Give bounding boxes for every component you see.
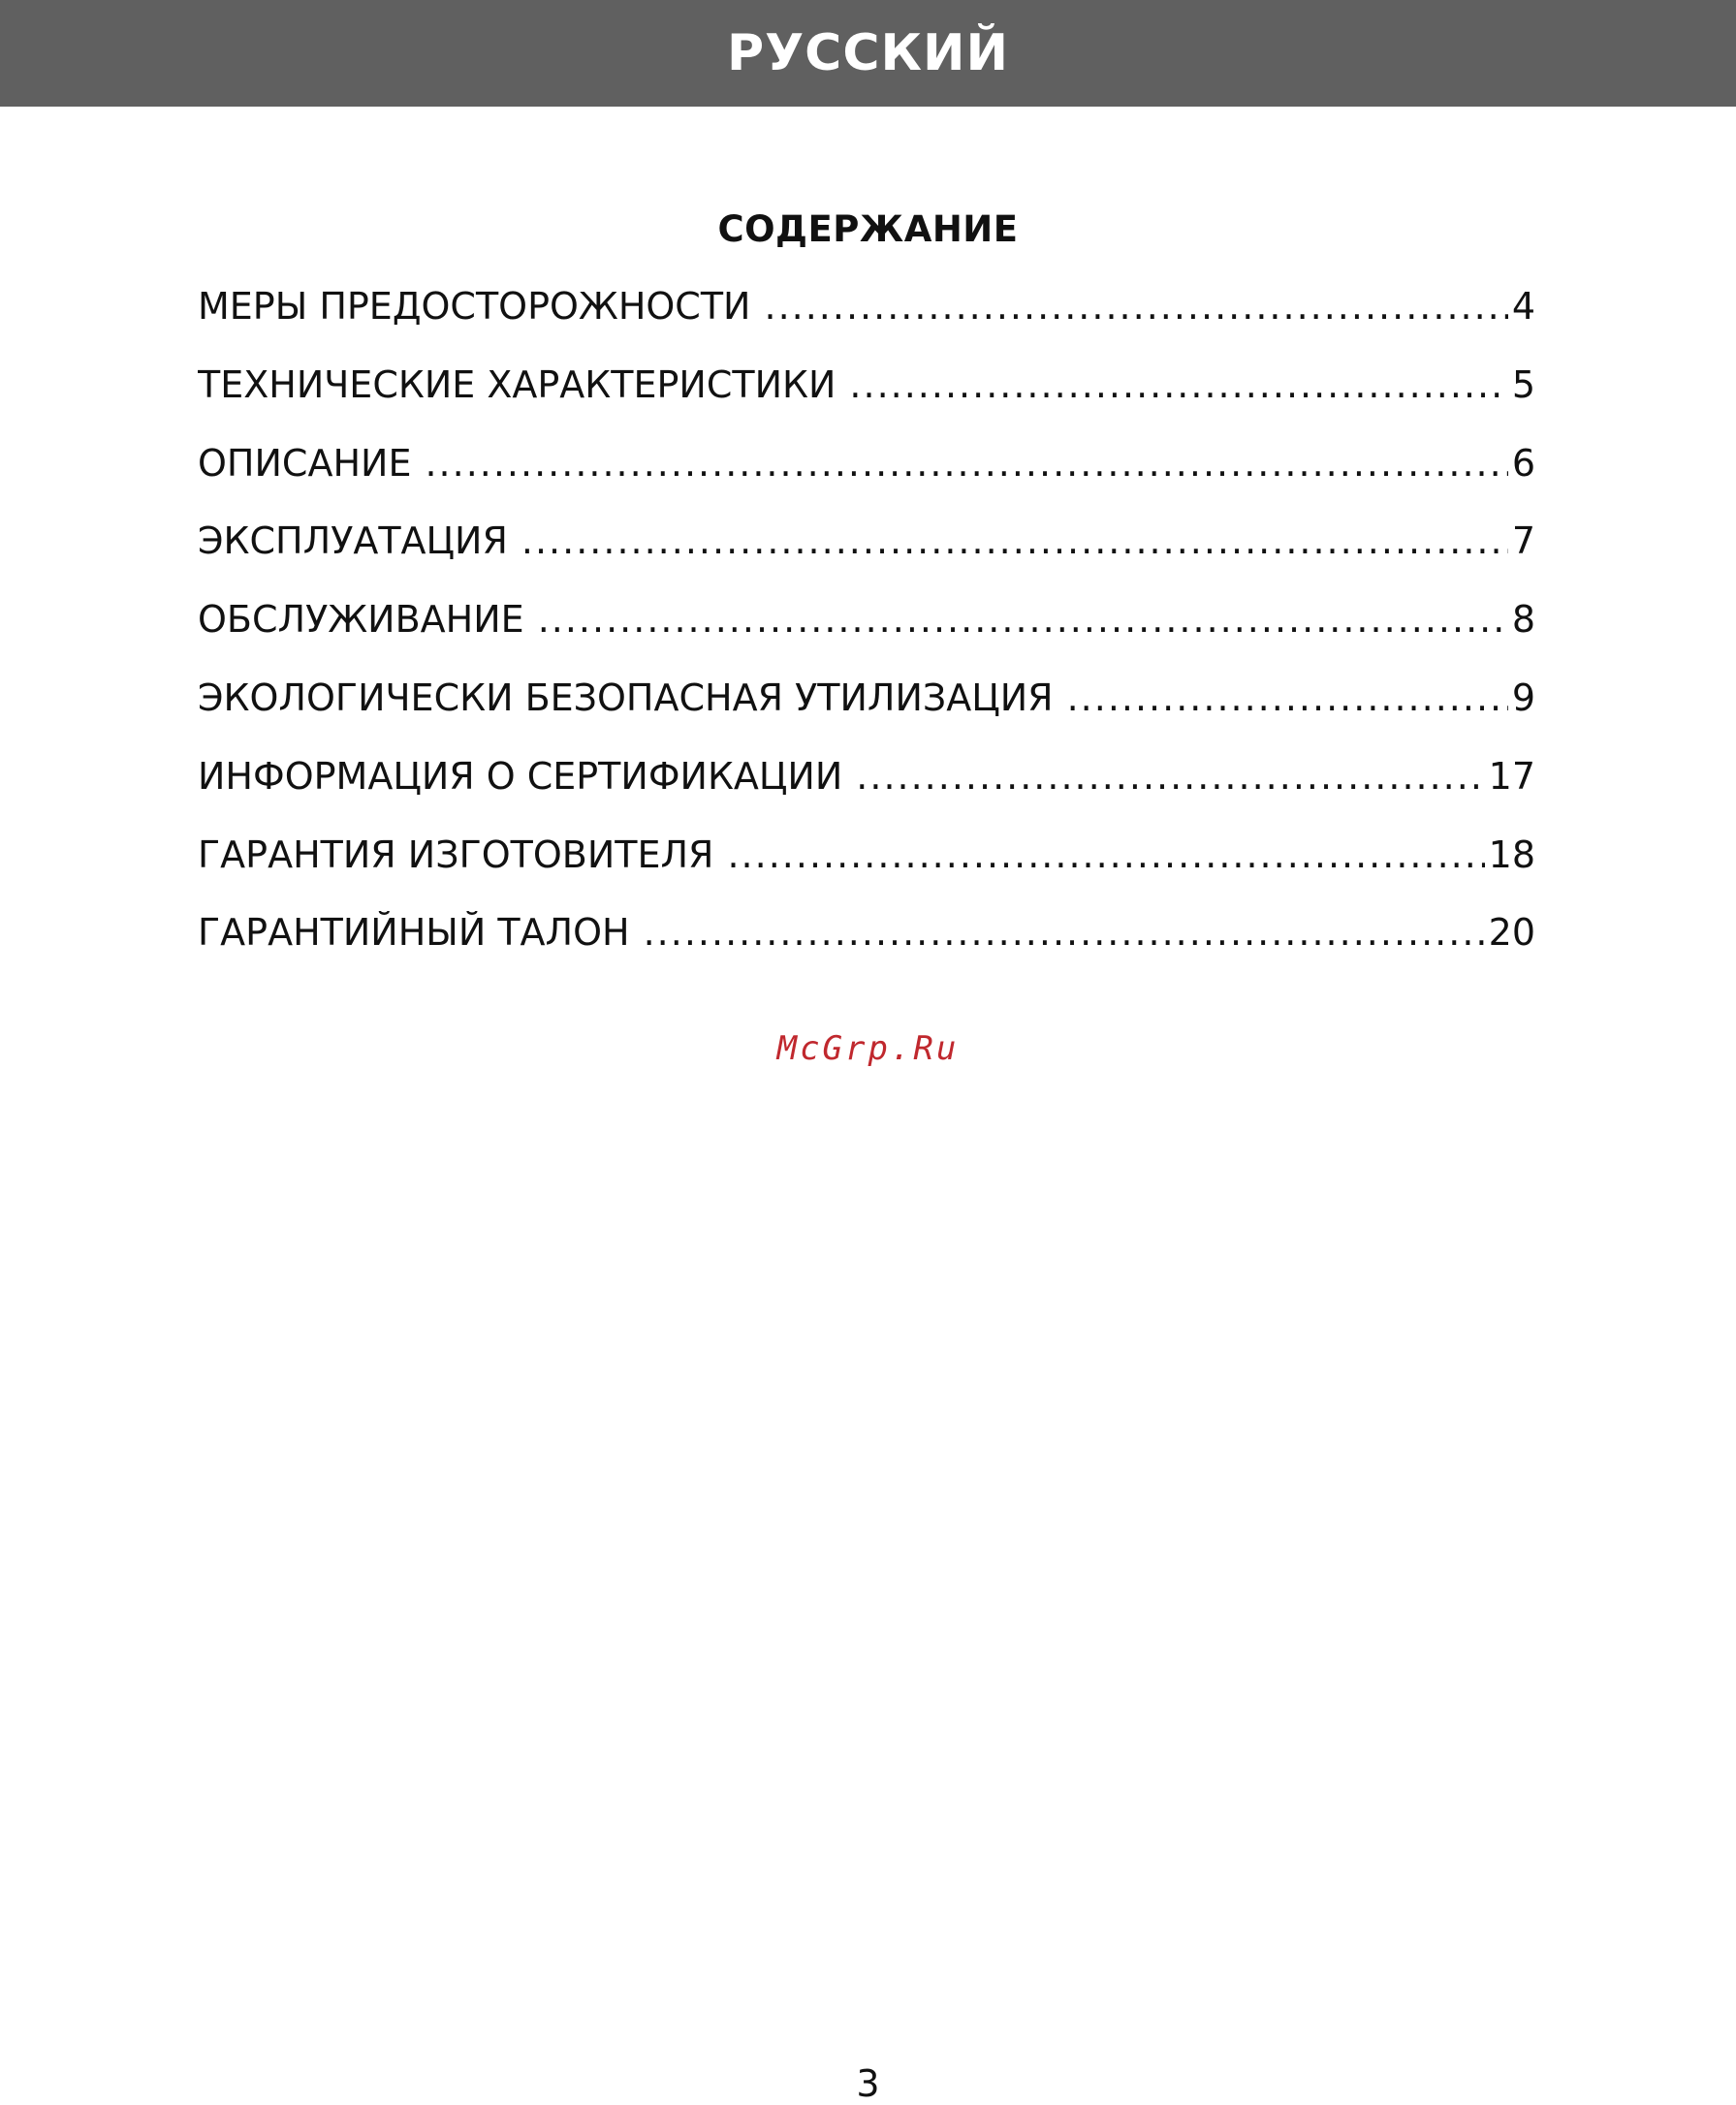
toc-item-page: 4 bbox=[1511, 285, 1535, 328]
table-of-contents bbox=[198, 285, 1535, 990]
toc-item-label: ГАРАНТИЯ ИЗГОТОВИТЕЛЯ bbox=[198, 833, 714, 876]
toc-item-page: 6 bbox=[1511, 441, 1535, 485]
toc-leader-dots bbox=[849, 363, 1507, 406]
toc-leader-dots bbox=[727, 833, 1484, 876]
toc-leader-dots bbox=[856, 755, 1484, 798]
toc-item-label: ЭКОЛОГИЧЕСКИ БЕЗОПАСНАЯ УТИЛИЗАЦИЯ bbox=[198, 675, 1054, 719]
toc-item-label: ТЕХНИЧЕСКИЕ ХАРАКТЕРИСТИКИ bbox=[198, 362, 836, 406]
toc-item-label: ОПИСАНИЕ bbox=[198, 441, 412, 485]
toc-item[interactable] bbox=[198, 755, 1535, 833]
language-header-bar bbox=[0, 0, 1736, 107]
toc-item-label: ЭКСПЛУАТАЦИЯ bbox=[198, 519, 508, 563]
toc-leader-dots bbox=[644, 911, 1485, 954]
toc-item[interactable] bbox=[198, 519, 1535, 598]
toc-leader-dots bbox=[425, 442, 1507, 485]
toc-item-label: ГАРАНТИЙНЫЙ ТАЛОН bbox=[198, 911, 630, 955]
toc-item[interactable] bbox=[198, 285, 1535, 363]
toc-item-page: 7 bbox=[1511, 519, 1535, 563]
toc-leader-dots bbox=[764, 285, 1507, 328]
toc-item-label: МЕРЫ ПРЕДОСТОРОЖНОСТИ bbox=[198, 285, 751, 328]
toc-item[interactable] bbox=[198, 911, 1535, 990]
toc-item[interactable] bbox=[198, 676, 1535, 755]
toc-leader-dots bbox=[538, 598, 1508, 641]
toc-item-page: 9 bbox=[1511, 675, 1535, 719]
toc-item-page: 20 bbox=[1488, 911, 1535, 955]
toc-item[interactable] bbox=[198, 442, 1535, 520]
toc-item-page: 8 bbox=[1511, 598, 1535, 642]
toc-item[interactable] bbox=[198, 363, 1535, 442]
toc-leader-dots bbox=[521, 519, 1508, 562]
toc-item-page: 18 bbox=[1488, 833, 1535, 876]
page-number: 3 bbox=[856, 2062, 880, 2105]
toc-leader-dots bbox=[1067, 676, 1508, 719]
language-title: РУССКИЙ bbox=[726, 24, 1010, 82]
toc-item-label: ИНФОРМАЦИЯ О СЕРТИФИКАЦИИ bbox=[198, 754, 843, 798]
toc-item-page: 17 bbox=[1488, 754, 1535, 798]
toc-item[interactable] bbox=[198, 833, 1535, 912]
watermark-link[interactable]: McGrp.Ru bbox=[776, 1029, 960, 1068]
toc-title: СОДЕРЖАНИЕ bbox=[717, 208, 1019, 250]
toc-item-label: ОБСЛУЖИВАНИЕ bbox=[198, 598, 524, 642]
toc-item-page: 5 bbox=[1511, 362, 1535, 406]
toc-item[interactable] bbox=[198, 598, 1535, 676]
